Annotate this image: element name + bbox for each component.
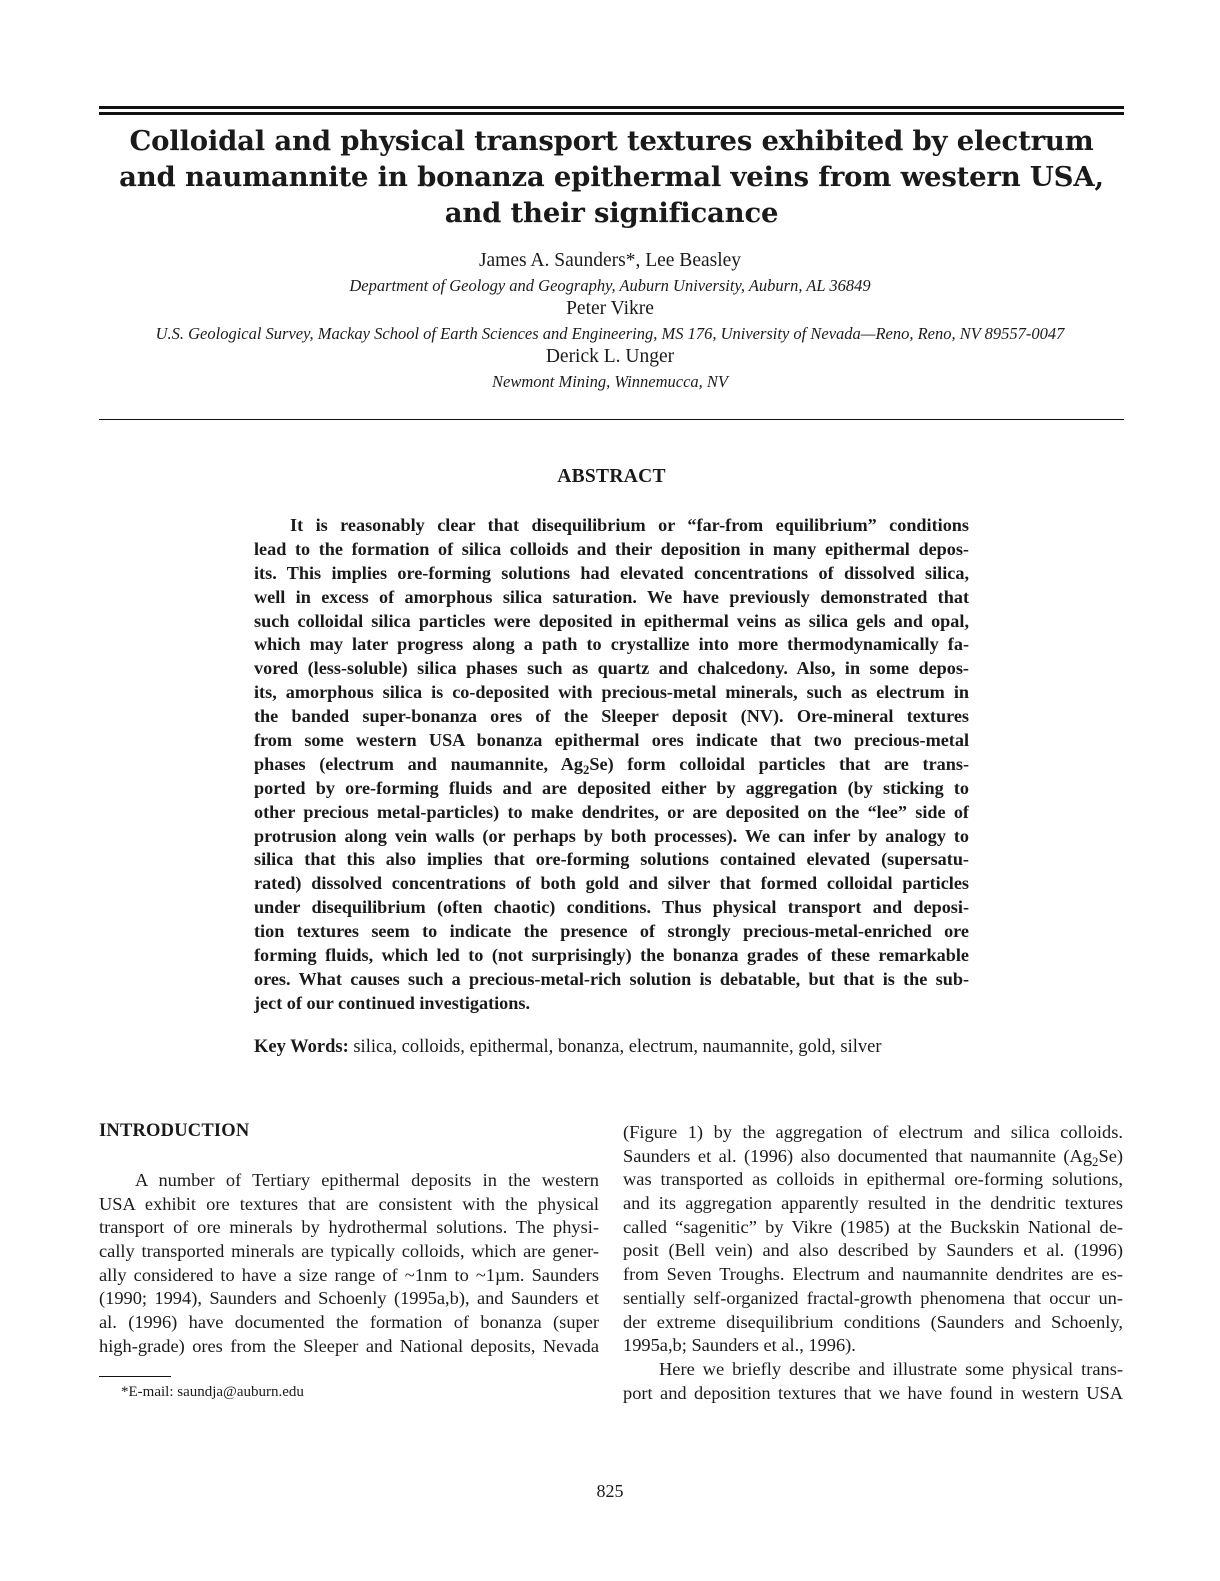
page-number: 825: [596, 1481, 624, 1501]
keywords-text: silica, colloids, epithermal, bonanza, electrum, naumannite, gold, silver: [348, 1037, 882, 1057]
body-line: posit (Bell vein) and also described by Saunders et al. (1996): [623, 1240, 1123, 1261]
author-names: Derick L. Unger: [545, 346, 675, 367]
introduction-heading: INTRODUCTION: [99, 1121, 250, 1141]
abstract-text: Se) form colloidal particles that are trans-: [589, 753, 970, 774]
header-double-rule-bottom: [99, 112, 1124, 115]
keywords-label: Key Words:: [254, 1037, 349, 1057]
abstract-line: vored (less-soluble) silica phases such as quartz and chalcedony. Also, in some depos-: [254, 658, 969, 679]
title-line: Colloidal and physical transport textures exhibited by electrum: [129, 125, 1094, 157]
title-line: and naumannite in bonanza epithermal veins from western USA,: [119, 161, 1104, 193]
abstract-line: [254, 753, 969, 777]
abstract-line: rated) dissolved concentrations of both gold and silver that formed colloidal particles: [254, 873, 969, 894]
body-line: A number of Tertiary epithermal deposits in the western: [135, 1170, 599, 1190]
abstract-line: its, amorphous silica is co-deposited with precious-metal minerals, such as electrum in: [254, 682, 969, 703]
header-double-rule-top: [99, 106, 1124, 109]
body-text: Saunders et al. (1996) also documented that naumannite (Ag: [623, 1145, 1093, 1166]
footnote: *E-mail: saundja@auburn.edu: [121, 1384, 304, 1400]
subscript: 2: [1092, 1154, 1099, 1169]
abstract-line: the banded super-bonanza ores of the Sleeper deposit (NV). Ore-mineral textures: [254, 706, 969, 727]
abstract-line: such colloidal silica particles were deposited in epithermal veins as silica gels and opal,: [254, 610, 969, 631]
body-text: Se): [1098, 1145, 1123, 1166]
body-line: (Figure 1) by the aggregation of electrum and silica colloids.: [623, 1122, 1123, 1142]
author-affiliation: Newmont Mining, Winnemucca, NV: [491, 372, 728, 391]
footnote-rule: [99, 1376, 171, 1377]
abstract-line: under disequilibrium (often chaotic) conditions. Thus physical transport and deposi-: [254, 897, 969, 918]
author-affiliation: Department of Geology and Geography, Auburn University, Auburn, AL 36849: [349, 276, 871, 295]
body-line: sentially self-organized fractal-growth phenomena that occur un-: [623, 1287, 1123, 1308]
abstract-line: from some western USA bonanza epithermal ores indicate that two precious-metal: [254, 730, 969, 751]
paper-title: [99, 123, 1124, 231]
body-line: port and deposition textures that we have found in western USA: [623, 1382, 1123, 1403]
abstract-line: ject of our continued investigations.: [254, 992, 531, 1013]
author-affiliation: U.S. Geological Survey, Mackay School of Earth Sciences and Engineering, MS 176, University of Nevada—Reno, Reno, NV 89557-0047: [155, 324, 1065, 343]
author-names: Peter Vikre: [566, 298, 654, 319]
body-line: transport of ore minerals by hydrothermal solutions. The physi-: [99, 1217, 599, 1238]
abstract-line: its. This implies ore-forming solutions had elevated concentrations of dissolved silica,: [254, 562, 969, 583]
right-column: [623, 1121, 1123, 1405]
abstract-text: phases (electrum and naumannite, Ag: [254, 753, 583, 774]
abstract-line: ores. What causes such a precious-metal-rich solution is debatable, but that is the sub-: [254, 968, 969, 989]
abstract-line: protrusion along vein walls (or perhaps by both processes). We can infer by analogy to: [254, 825, 969, 846]
body-line: [623, 1145, 1123, 1169]
abstract-line: silica that this also implies that ore-forming solutions contained elevated (supersatu-: [254, 849, 969, 870]
body-line: ally considered to have a size range of ~1nm to ~1µm. Saunders: [99, 1264, 599, 1285]
body-line: 1995a,b; Saunders et al., 1996).: [623, 1335, 856, 1356]
abstract-line: other precious metal-particles) to make dendrites, or are deposited on the “lee” side of: [254, 801, 969, 822]
subscript: 2: [583, 762, 590, 777]
body-line: called “sagenitic” by Vikre (1985) at the Buckskin National de-: [623, 1216, 1123, 1237]
body-line: cally transported minerals are typically colloids, which are gener-: [99, 1241, 599, 1262]
body-line: USA exhibit ore textures that are consistent with the physical: [99, 1193, 599, 1214]
abstract-line: ported by ore-forming fluids and are deposited either by aggregation (by sticking to: [254, 777, 969, 798]
abstract-heading: ABSTRACT: [557, 466, 666, 487]
body-line: al. (1996) have documented the formation of bonanza (super: [99, 1312, 599, 1333]
abstract-line: tion textures seem to indicate the presence of strongly precious-metal-enriched ore: [254, 921, 969, 942]
keywords: [254, 1037, 1014, 1058]
body-line: from Seven Troughs. Electrum and naumannite dendrites are es-: [623, 1264, 1123, 1285]
body-line: and its aggregation apparently resulted in the dendritic textures: [623, 1193, 1123, 1214]
abstract-line: well in excess of amorphous silica saturation. We have previously demonstrated that: [254, 586, 969, 607]
abstract-line: which may later progress along a path to crystallize into more thermodynamically fa-: [254, 634, 969, 655]
body-line: was transported as colloids in epithermal ore-forming solutions,: [623, 1169, 1123, 1190]
author-names: James A. Saunders*, Lee Beasley: [478, 250, 742, 271]
header-bottom-rule: [99, 419, 1124, 420]
body-line: high-grade) ores from the Sleeper and National deposits, Nevada: [99, 1335, 599, 1356]
abstract-line: forming fluids, which led to (not surprisingly) the bonanza grades of these remarkable: [254, 945, 969, 966]
left-column: [99, 1169, 599, 1359]
body-line: Here we briefly describe and illustrate some physical trans-: [659, 1358, 1123, 1379]
body-line: der extreme disequilibrium conditions (Saunders and Schoenly,: [623, 1311, 1123, 1332]
abstract-line: It is reasonably clear that disequilibrium or “far-from equilibrium” conditions: [290, 515, 969, 535]
title-line: and their significance: [444, 197, 779, 229]
abstract-line: lead to the formation of silica colloids and their deposition in many epithermal depos-: [254, 538, 969, 559]
body-line: (1990; 1994), Saunders and Schoenly (1995a,b), and Saunders et: [99, 1288, 599, 1309]
abstract-body: [254, 514, 969, 1016]
